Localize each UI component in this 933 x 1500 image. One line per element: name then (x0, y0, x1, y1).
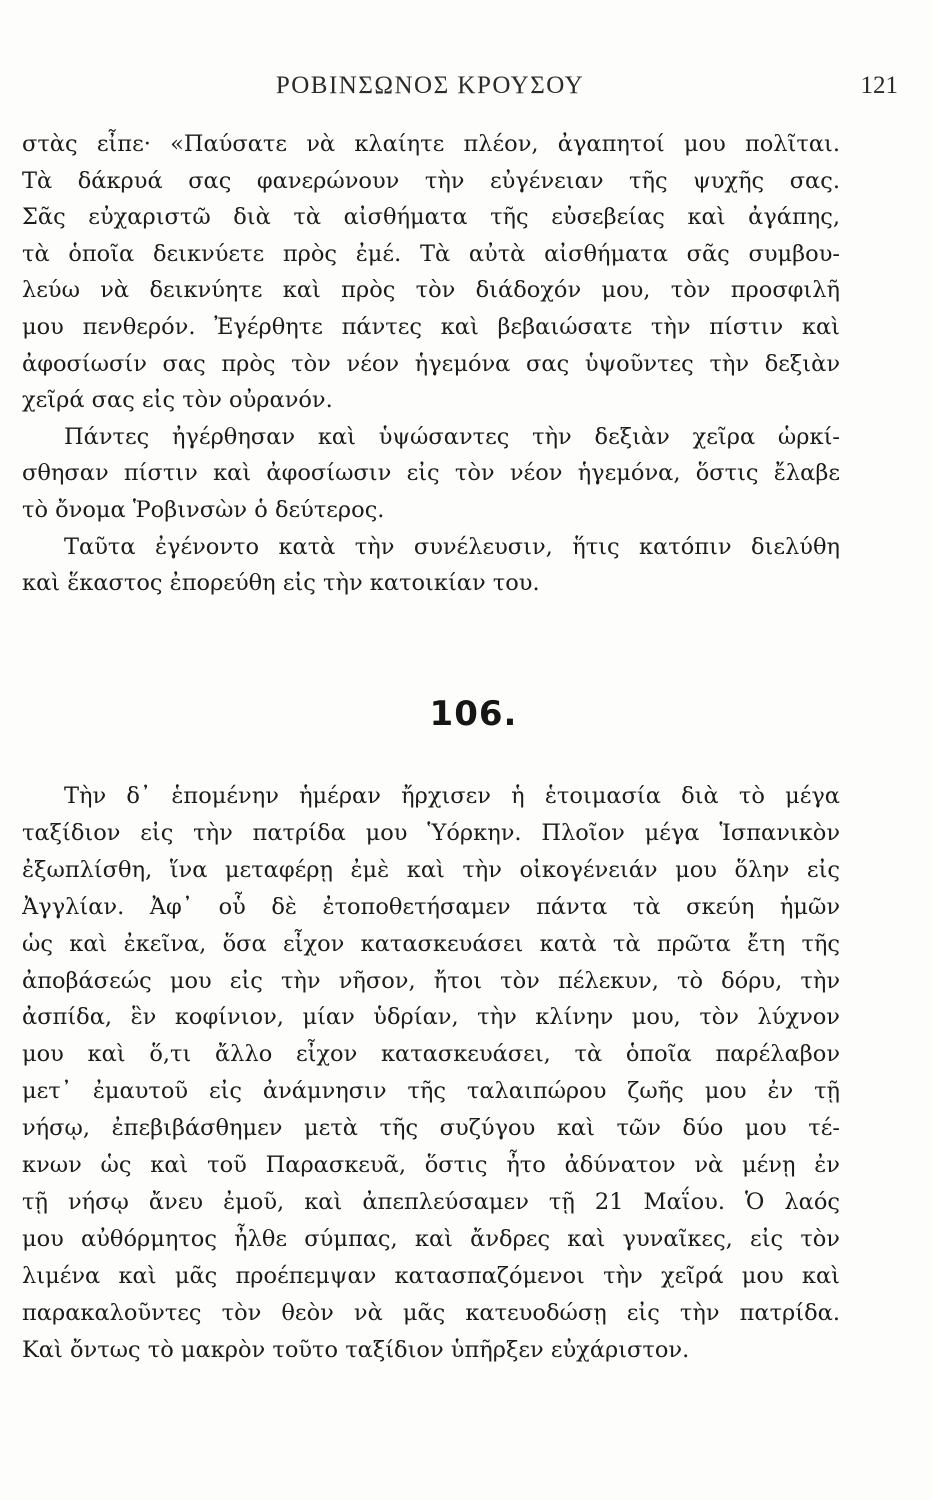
text-line: ἀφοσίωσίν σας πρὸς τὸν νέον ἡγεμόνα σας ὑψοῦντες τὴν δεξιὰν (22, 350, 840, 377)
text-line: Καὶ ὄντως τὸ μακρὸν τοῦτο ταξίδιον ὑπῆρξεν εὐχάριστον. (22, 1336, 690, 1363)
text-line: ταξίδιον εἰς τὴν πατρίδα μου Ὑόρκην. Πλοῖον μέγα Ἱσπανικὸν (22, 819, 840, 846)
paragraph-speech (22, 126, 840, 419)
body-text-bottom (22, 778, 840, 1369)
running-title: ΡΟΒΙΝΣΩΝΟΣ ΚΡΟΥΣΟΥ (275, 72, 585, 99)
text-line: μου πενθερόν. Ἐγέρθητε πάντες καὶ βεβαιώσατε τὴν πίστιν καὶ (22, 313, 840, 340)
text-line: λεύω νὰ δεικνύητε καὶ πρὸς τὸν διάδοχόν μου, τὸν προσφιλῆ (22, 277, 840, 304)
text-line: Ἀγγλίαν. Ἀφ᾽ οὗ δὲ ἐτοποθετήσαμεν πάντα τὰ σκεύη ἡμῶν (22, 893, 840, 920)
text-line: τὰ ὁποῖα δεικνύετε πρὸς ἐμέ. Τὰ αὐτὰ αἰσθήματα σᾶς συμβου- (22, 240, 840, 267)
text-line: τῇ νήσῳ ἄνευ ἐμοῦ, καὶ ἀπεπλεύσαμεν τῇ 21 Μαΐου. Ὁ λαός (22, 1188, 840, 1215)
text-line: χεῖρά σας εἰς τὸν οὐρανόν. (22, 387, 333, 414)
page-number: 121 (860, 72, 898, 99)
paragraph-oath (22, 419, 840, 529)
text-line: παρακαλοῦντες τὸν θεὸν νὰ μᾶς κατευοδώσῃ εἰς τὴν πατρίδα. (22, 1299, 840, 1326)
text-line: μετ᾽ ἐμαυτοῦ εἰς ἀνάμνησιν τῆς ταλαιπώρου ζωῆς μου ἐν τῇ (22, 1078, 840, 1105)
text-line: μου αὐθόρμητος ἦλθε σύμπας, καὶ ἄνδρες καὶ γυναῖκες, εἰς τὸν (22, 1225, 840, 1252)
section-number: 106. (429, 694, 518, 734)
text-line: Τὴν δ᾽ ἑπομένην ἡμέραν ἤρχισεν ἡ ἑτοιμασία διὰ τὸ μέγα (64, 783, 840, 809)
text-line: σθησαν πίστιν καὶ ἀφοσίωσιν εἰς τὸν νέον ἡγεμόνα, ὅστις ἔλαβε (22, 460, 840, 487)
text-line: ἀσπίδα, ἓν κοφίνιον, μίαν ὑδρίαν, τὴν κλίνην μου, τὸν λύχνον (22, 1004, 840, 1031)
body-text-top (22, 126, 840, 602)
text-line: Ταῦτα ἐγένοντο κατὰ τὴν συνέλευσιν, ἥτις κατόπιν διελύθη (64, 533, 840, 560)
text-line: ἐξωπλίσθη, ἵνα μεταφέρῃ ἐμὲ καὶ τὴν οἰκογένειάν μου ὅλην εἰς (22, 856, 840, 883)
text-line: Τὰ δάκρυά σας φανερώνουν τὴν εὐγένειαν τῆς ψυχῆς σας. (22, 167, 840, 194)
section-heading (0, 694, 933, 754)
text-line: λιμένα καὶ μᾶς προέπεμψαν κατασπαζόμενοι τὴν χεῖρά μου καὶ (22, 1262, 840, 1289)
text-line: ἀποβάσεώς μου εἰς τὴν νῆσον, ἤτοι τὸν πέλεκυν, τὸ δόρυ, τὴν (22, 967, 840, 994)
text-line: Σᾶς εὐχαριστῶ διὰ τὰ αἰσθήματα τῆς εὐσεβείας καὶ ἀγάπης, (22, 204, 840, 231)
text-line: κνων ὡς καὶ τοῦ Παρασκευᾶ, ὅστις ἦτο ἀδύνατον νὰ μένῃ ἐν (22, 1152, 840, 1179)
text-line: μου καὶ ὅ,τι ἄλλο εἶχον κατασκευάσει, τὰ ὁποῖα παρέλαβον (22, 1041, 840, 1068)
paragraph-voyage (22, 778, 840, 1369)
text-line: τὸ ὄνομα Ῥοβινσὼν ὁ δεύτερος. (22, 496, 385, 523)
paragraph-assembly-end (22, 529, 840, 602)
text-line: ὡς καὶ ἐκεῖνα, ὅσα εἶχον κατασκευάσει κατὰ τὰ πρῶτα ἔτη τῆς (22, 930, 840, 957)
text-line: καὶ ἕκαστος ἐπορεύθη εἰς τὴν κατοικίαν του. (22, 570, 540, 597)
text-line: στὰς εἶπε· «Παύσατε νὰ κλαίητε πλέον, ἀγαπητοί μου πολῖται. (22, 131, 840, 157)
page-header (22, 72, 898, 106)
text-line: νήσῳ, ἐπεβιβάσθημεν μετὰ τῆς συζύγου καὶ τῶν δύο μου τέ- (22, 1115, 840, 1142)
text-line: Πάντες ἠγέρθησαν καὶ ὑψώσαντες τὴν δεξιὰν χεῖρα ὡρκί- (64, 423, 840, 450)
